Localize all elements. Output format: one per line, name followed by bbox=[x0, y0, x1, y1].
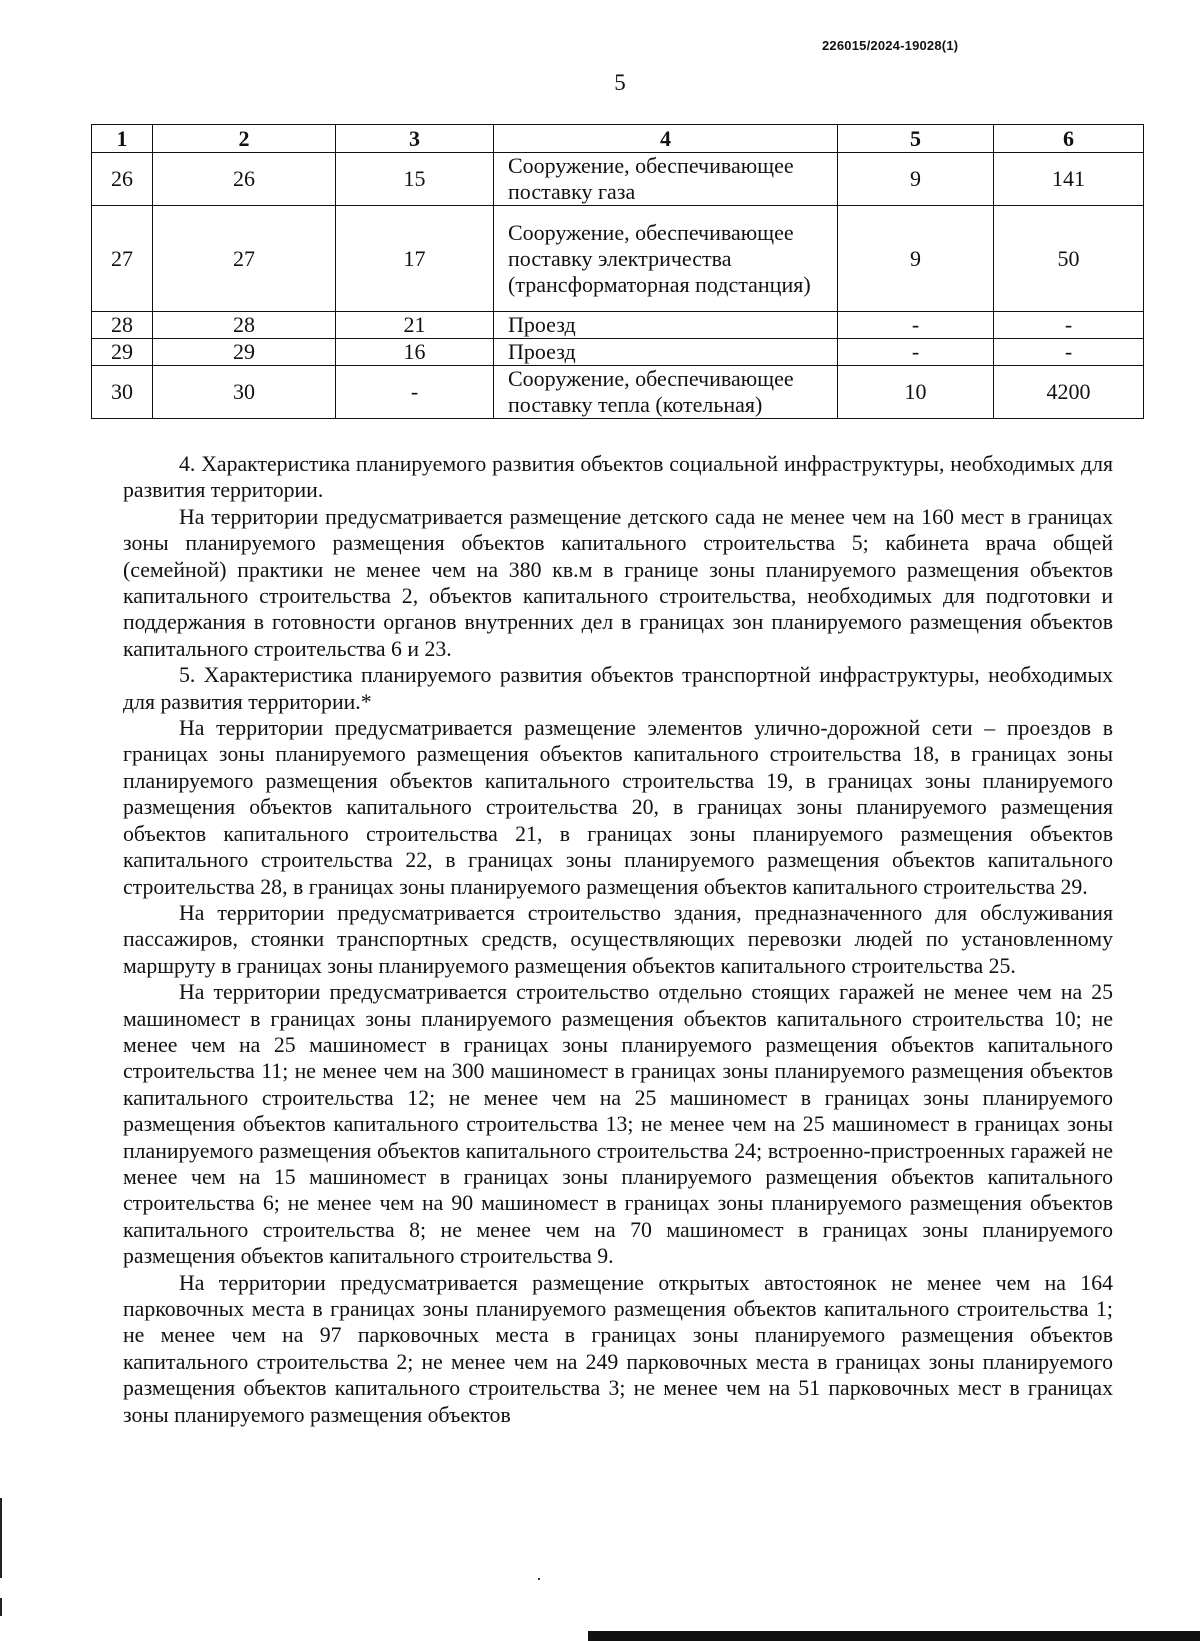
section-heading-social-infrastructure: 4. Характеристика планируемого развития объектов социальной инфраструктуры, необходимых для развития территории. bbox=[123, 452, 1113, 503]
column-header: 3 bbox=[336, 125, 494, 153]
table-cell: 17 bbox=[336, 206, 494, 312]
table-cell: 9 bbox=[838, 206, 994, 312]
column-header: 2 bbox=[153, 125, 336, 153]
table-row bbox=[92, 366, 1144, 419]
table-cell: 28 bbox=[153, 312, 336, 339]
column-header: 4 bbox=[494, 125, 838, 153]
table-cell: 27 bbox=[92, 206, 153, 312]
table-row bbox=[92, 206, 1144, 312]
table-cell: 28 bbox=[92, 312, 153, 339]
table-cell-description: Проезд bbox=[494, 339, 838, 366]
table-row bbox=[92, 312, 1144, 339]
table-cell: - bbox=[838, 312, 994, 339]
table-cell: 30 bbox=[153, 366, 336, 419]
paragraph: На территории предусматривается размещение детского сада не менее чем на 160 мест в границах зоны планируемого размещения объектов капитального строительства 5; кабинета врача общей (семейной) практики не менее чем на 380 кв.м в границе зоны планируемого размещения объектов капитального строительства 2, объектов капитального строительства, необходимых для подготовки и поддержания в готовности органов внутренних дел в границах зон планируемого размещения объектов капитального строительства 6 и 23. bbox=[123, 504, 1113, 661]
paragraph: На территории предусматривается строительство отдельно стоящих гаражей не менее чем на 25 машиномест в границах зоны планируемого размещения объектов капитального строительства 10; не менее чем на 25 машиномест в границах зоны планируемого размещения объектов капитального строительства 11; не менее чем на 300 машиномест в границах зоны планируемого размещения объектов капитального строительства 12; не менее чем на 25 машиномест в границах зоны планируемого размещения объектов капитального строительства 13; не менее чем на 25 машиномест в границах зоны планируемого размещения объектов капитального строительства 24; встроенно-пристроенных гаражей не менее чем на 15 машиномест в границах зоны планируемого размещения объектов капитального строительства 6; не менее чем на 90 машиномест в границах зоны планируемого размещения объектов капитального строительства 8; не менее чем на 70 машиномест в границах зоны планируемого размещения объектов капитального строительства 9. bbox=[123, 980, 1113, 1269]
table-cell: - bbox=[994, 339, 1144, 366]
table-cell: 16 bbox=[336, 339, 494, 366]
table-row bbox=[92, 153, 1144, 206]
table-cell: 141 bbox=[994, 153, 1144, 206]
paragraph: На территории предусматривается строительство здания, предназначенного для обслуживания пассажиров, стоянки транспортных средств, осуществляющих перевозки людей по установленному маршруту в границах зоны планируемого размещения объектов капитального строительства 25. bbox=[123, 900, 1113, 978]
column-header: 1 bbox=[92, 125, 153, 153]
scan-speck bbox=[538, 1578, 540, 1580]
table-row bbox=[92, 339, 1144, 366]
document-registration-number: 226015/2024-19028(1) bbox=[822, 38, 959, 53]
column-header: 5 bbox=[838, 125, 994, 153]
table-cell: 9 bbox=[838, 153, 994, 206]
table-cell-description: Сооружение, обеспечивающее поставку газа bbox=[494, 153, 838, 206]
column-header: 6 bbox=[994, 125, 1144, 153]
table-cell: 10 bbox=[838, 366, 994, 419]
table-cell: 26 bbox=[153, 153, 336, 206]
table-cell: - bbox=[336, 366, 494, 419]
table-cell: - bbox=[838, 339, 994, 366]
scan-edge-mark bbox=[0, 1598, 2, 1616]
table-cell: - bbox=[994, 312, 1144, 339]
table-header-row bbox=[92, 125, 1144, 153]
table-cell: 21 bbox=[336, 312, 494, 339]
table-cell-description: Проезд bbox=[494, 312, 838, 339]
table-cell: 50 bbox=[994, 206, 1144, 312]
table-cell: 4200 bbox=[994, 366, 1144, 419]
scan-bottom-edge bbox=[588, 1631, 1200, 1641]
page-number: 5 bbox=[614, 70, 626, 95]
table-cell-description: Сооружение, обеспечивающее поставку тепла (котельная) bbox=[494, 366, 838, 419]
section-heading-transport-infrastructure: 5. Характеристика планируемого развития объектов транспортной инфраструктуры, необходимых для развития территории.* bbox=[123, 663, 1113, 714]
table-cell: 26 bbox=[92, 153, 153, 206]
table-cell: 27 bbox=[153, 206, 336, 312]
scan-edge-mark bbox=[0, 1498, 2, 1578]
paragraph: На территории предусматривается размещение открытых автостоянок не менее чем на 164 парковочных места в границах зоны планируемого размещения объектов капитального строительства 1; не менее чем на 97 парковочных места в границах зоны планируемого размещения объектов капитального строительства 2; не менее чем на 249 парковочных места в границах зоны планируемого размещения объектов капитального строительства 3; не менее чем на 51 парковочных мест в границах зоны планируемого размещения объектов bbox=[123, 1270, 1113, 1427]
table-cell: 29 bbox=[153, 339, 336, 366]
objects-table bbox=[91, 124, 1144, 419]
table-cell: 29 bbox=[92, 339, 153, 366]
table-cell: 30 bbox=[92, 366, 153, 419]
table-cell-description: Сооружение, обеспечивающее поставку электричества (трансформаторная подстанция) bbox=[494, 206, 838, 312]
document-body bbox=[123, 451, 1113, 1428]
paragraph: На территории предусматривается размещение элементов улично-дорожной сети – проездов в границах зоны планируемого размещения объектов капитального строительства 18, в границах зоны планируемого размещения объектов капитального строительства 19, в границах зоны планируемого размещения объектов капитального строительства 20, в границах зоны планируемого размещения объектов капитального строительства 21, в границах зоны планируемого размещения объектов капитального строительства 22, в границах зоны планируемого размещения объектов капитального строительства 28, в границах зоны планируемого размещения объектов капитального строительства 29. bbox=[123, 716, 1113, 899]
table-cell: 15 bbox=[336, 153, 494, 206]
